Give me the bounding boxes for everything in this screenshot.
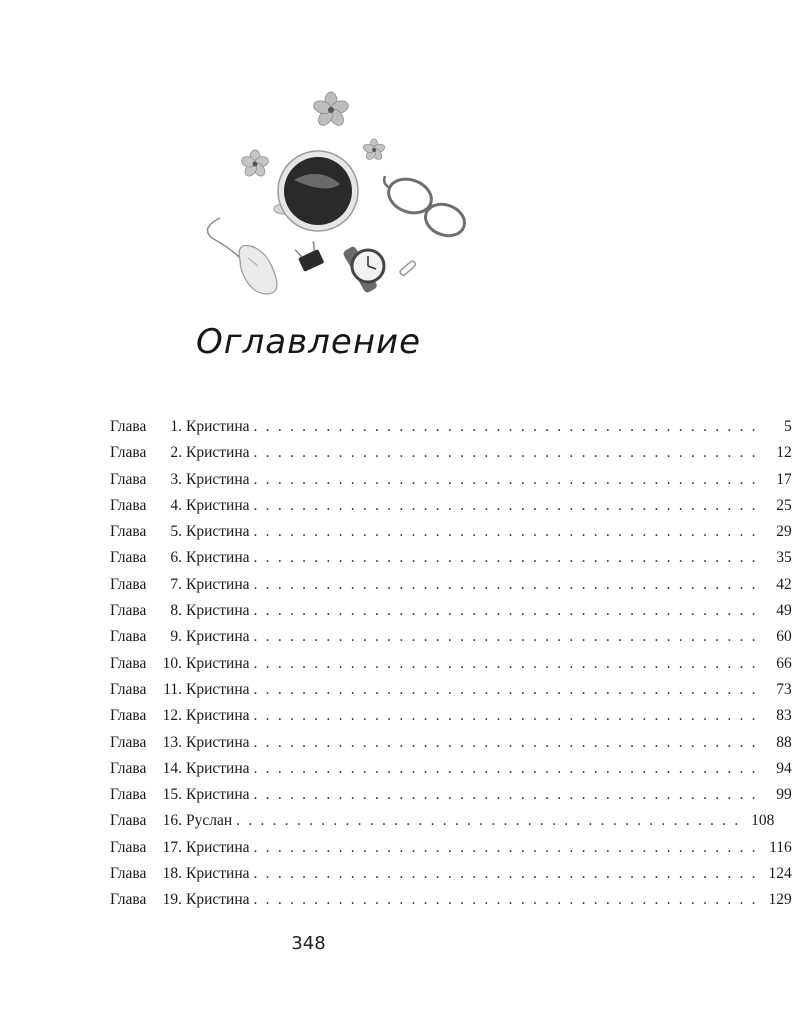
toc-entry-number: 13.: [162, 733, 182, 751]
toc-entry-name: Кристина: [186, 470, 250, 488]
toc-entry-number: 4.: [170, 496, 182, 514]
toc-entry-prefix: Глава: [110, 549, 147, 567]
toc-entry-prefix: Глава: [110, 891, 147, 909]
toc-entry-number: 6.: [170, 549, 182, 567]
toc-entry-number: 16.: [162, 812, 182, 830]
toc-entry: [110, 812, 775, 838]
toc-entry-number: 3.: [170, 470, 182, 488]
toc-entry-page: 124: [768, 865, 792, 883]
toc-entry-leader: . . . . . . . . . . . . . . . . . . . . . . . . . . . . . . . . . . . . . . . . . .: [253, 865, 758, 883]
toc-entry-page: 5: [784, 418, 792, 435]
toc-entry-leader: . . . . . . . . . . . . . . . . . . . . . . . . . . . . . . . . . . . . . . . . . .: [253, 680, 758, 698]
toc-entry-name: Кристина: [186, 628, 250, 646]
toc-entry-page: 108: [751, 812, 775, 830]
coffee-cup-icon: [274, 151, 358, 231]
toc-entry-prefix: Глава: [110, 602, 147, 620]
desk-illustration: [190, 88, 470, 303]
toc-entry-prefix: Глава: [110, 680, 147, 698]
wristwatch-icon: [342, 245, 384, 294]
toc-entry-leader: . . . . . . . . . . . . . . . . . . . . . . . . . . . . . . . . . . . . . . . . . .: [253, 891, 758, 909]
toc-entry-number: 17.: [162, 838, 182, 856]
toc-entry: [110, 628, 792, 654]
toc-entry-prefix: Глава: [110, 838, 147, 856]
toc-entry: [110, 680, 792, 707]
toc-entry-page: 88: [776, 733, 792, 751]
toc-entry-leader: . . . . . . . . . . . . . . . . . . . . . . . . . . . . . . . . . . . . . . . . . .: [253, 470, 758, 488]
toc-entry-page: 60: [776, 628, 792, 646]
toc-entry-leader: . . . . . . . . . . . . . . . . . . . . . . . . . . . . . . . . . . . . . . . . . .: [253, 575, 758, 593]
toc-entry-page: 12: [776, 444, 792, 462]
toc-entry-prefix: Глава: [110, 865, 147, 883]
toc-entry-page: 94: [776, 759, 792, 777]
toc-entry: [110, 575, 792, 602]
toc-entry-name: Кристина: [186, 602, 250, 620]
toc-entry-name: Кристина: [186, 786, 250, 804]
toc-entry-number: 2.: [170, 444, 182, 462]
toc-entry: [110, 759, 792, 786]
toc-entry: [110, 418, 792, 444]
toc-entry-page: 66: [776, 654, 792, 672]
toc-entry-page: 25: [776, 496, 792, 514]
computer-mouse-icon: [208, 218, 278, 294]
toc-entry-name: Кристина: [186, 865, 250, 883]
toc-entry-leader: . . . . . . . . . . . . . . . . . . . . . . . . . . . . . . . . . . . . . . . . . .: [253, 628, 758, 646]
toc-entry-number: 1.: [170, 418, 182, 435]
toc-entry-prefix: Глава: [110, 759, 147, 777]
toc-entry-name: Кристина: [186, 496, 250, 514]
toc-entry: [110, 523, 792, 549]
toc-entry: [110, 549, 792, 575]
toc-entry: [110, 707, 792, 733]
table-of-contents: [110, 418, 792, 918]
glasses-icon: [384, 173, 469, 240]
toc-entry-leader: . . . . . . . . . . . . . . . . . . . . . . . . . . . . . . . . . . . . . . . . . .: [253, 549, 758, 567]
toc-entry: [110, 786, 792, 812]
toc-title: Оглавление: [195, 322, 422, 362]
toc-entry-number: 18.: [162, 865, 182, 883]
toc-entry-name: Кристина: [186, 838, 250, 856]
toc-entry-number: 19.: [162, 891, 182, 909]
toc-entry-name: Кристина: [186, 759, 250, 777]
toc-entry-name: Кристина: [186, 733, 250, 751]
toc-entry-leader: . . . . . . . . . . . . . . . . . . . . . . . . . . . . . . . . . . . . . . . . . .: [253, 523, 758, 541]
flower-icon: [362, 139, 385, 161]
toc-entry-name: Кристина: [186, 444, 250, 462]
toc-entry-name: Кристина: [186, 891, 250, 909]
toc-entry-number: 12.: [162, 707, 182, 725]
toc-entry-leader: . . . . . . . . . . . . . . . . . . . . . . . . . . . . . . . . . . . . . . . . . .: [253, 786, 758, 804]
flower-icon: [240, 150, 270, 178]
toc-entry-prefix: Глава: [110, 812, 147, 830]
toc-entry-page: 49: [776, 602, 792, 620]
toc-entry: [110, 470, 792, 497]
toc-entry-page: 35: [776, 549, 792, 567]
toc-entry-prefix: Глава: [110, 470, 147, 488]
toc-entry-prefix: Глава: [110, 786, 147, 804]
toc-entry: [110, 891, 792, 917]
toc-entry-prefix: Глава: [110, 654, 147, 672]
toc-entry-number: 15.: [162, 786, 182, 804]
toc-entry-page: 129: [768, 891, 792, 909]
toc-entry-leader: . . . . . . . . . . . . . . . . . . . . . . . . . . . . . . . . . . . . . . . . . .: [236, 812, 741, 830]
toc-entry-page: 116: [769, 838, 792, 856]
toc-entry-number: 11.: [163, 680, 182, 698]
toc-entry-name: Кристина: [186, 549, 250, 567]
toc-entry-leader: . . . . . . . . . . . . . . . . . . . . . . . . . . . . . . . . . . . . . . . . . .: [253, 496, 758, 514]
toc-entry-page: 29: [776, 523, 792, 541]
flower-icon: [312, 92, 350, 128]
toc-entry: [110, 733, 792, 760]
toc-entry-name: Кристина: [186, 575, 250, 593]
toc-entry-prefix: Глава: [110, 707, 147, 725]
toc-entry-leader: . . . . . . . . . . . . . . . . . . . . . . . . . . . . . . . . . . . . . . . . . .: [253, 838, 758, 856]
toc-entry: [110, 444, 792, 470]
toc-entry-leader: . . . . . . . . . . . . . . . . . . . . . . . . . . . . . . . . . . . . . . . . . .: [253, 654, 758, 672]
toc-entry-name: Кристина: [186, 523, 250, 541]
toc-entry: [110, 654, 792, 681]
toc-entry-prefix: Глава: [110, 575, 147, 593]
toc-entry-number: 9.: [170, 628, 182, 646]
toc-entry-prefix: Глава: [110, 523, 147, 541]
toc-entry: [110, 838, 792, 865]
toc-entry-prefix: Глава: [110, 418, 147, 435]
toc-entry-leader: . . . . . . . . . . . . . . . . . . . . . . . . . . . . . . . . . . . . . . . . . .: [253, 602, 758, 620]
toc-entry-prefix: Глава: [110, 628, 147, 646]
toc-entry-name: Кристина: [186, 654, 250, 672]
toc-entry: [110, 496, 792, 523]
toc-entry-leader: . . . . . . . . . . . . . . . . . . . . . . . . . . . . . . . . . . . . . . . . . .: [253, 759, 758, 777]
paperclip-icon: [399, 260, 417, 276]
toc-entry-name: Кристина: [186, 680, 250, 698]
toc-entry-name: Кристина: [186, 707, 250, 725]
toc-entry-page: 73: [776, 680, 792, 698]
toc-entry-name: Кристина: [186, 418, 250, 435]
toc-entry-page: 83: [776, 707, 792, 725]
binder-clip-icon: [294, 241, 324, 272]
toc-entry-page: 42: [776, 575, 792, 593]
toc-entry-name: Руслан: [186, 812, 233, 830]
toc-entry-leader: . . . . . . . . . . . . . . . . . . . . . . . . . . . . . . . . . . . . . . . . . .: [253, 444, 758, 462]
toc-entry-page: 99: [776, 786, 792, 804]
toc-entry: [110, 865, 792, 891]
toc-entry-number: 8.: [170, 602, 182, 620]
toc-entry-page: 17: [776, 470, 792, 488]
toc-entry-prefix: Глава: [110, 444, 147, 462]
toc-entry-leader: . . . . . . . . . . . . . . . . . . . . . . . . . . . . . . . . . . . . . . . . . .: [253, 707, 758, 725]
page-number: 348: [291, 933, 326, 954]
toc-entry-number: 10.: [162, 654, 182, 672]
toc-entry-leader: . . . . . . . . . . . . . . . . . . . . . . . . . . . . . . . . . . . . . . . . . .: [253, 733, 758, 751]
toc-entry-number: 14.: [162, 759, 182, 777]
toc-entry-prefix: Глава: [110, 733, 147, 751]
toc-entry-leader: . . . . . . . . . . . . . . . . . . . . . . . . . . . . . . . . . . . . . . . . . .: [253, 418, 758, 435]
toc-entry-number: 5.: [170, 523, 182, 541]
toc-entry-number: 7.: [170, 575, 182, 593]
toc-entry: [110, 602, 792, 628]
toc-entry-prefix: Глава: [110, 496, 147, 514]
